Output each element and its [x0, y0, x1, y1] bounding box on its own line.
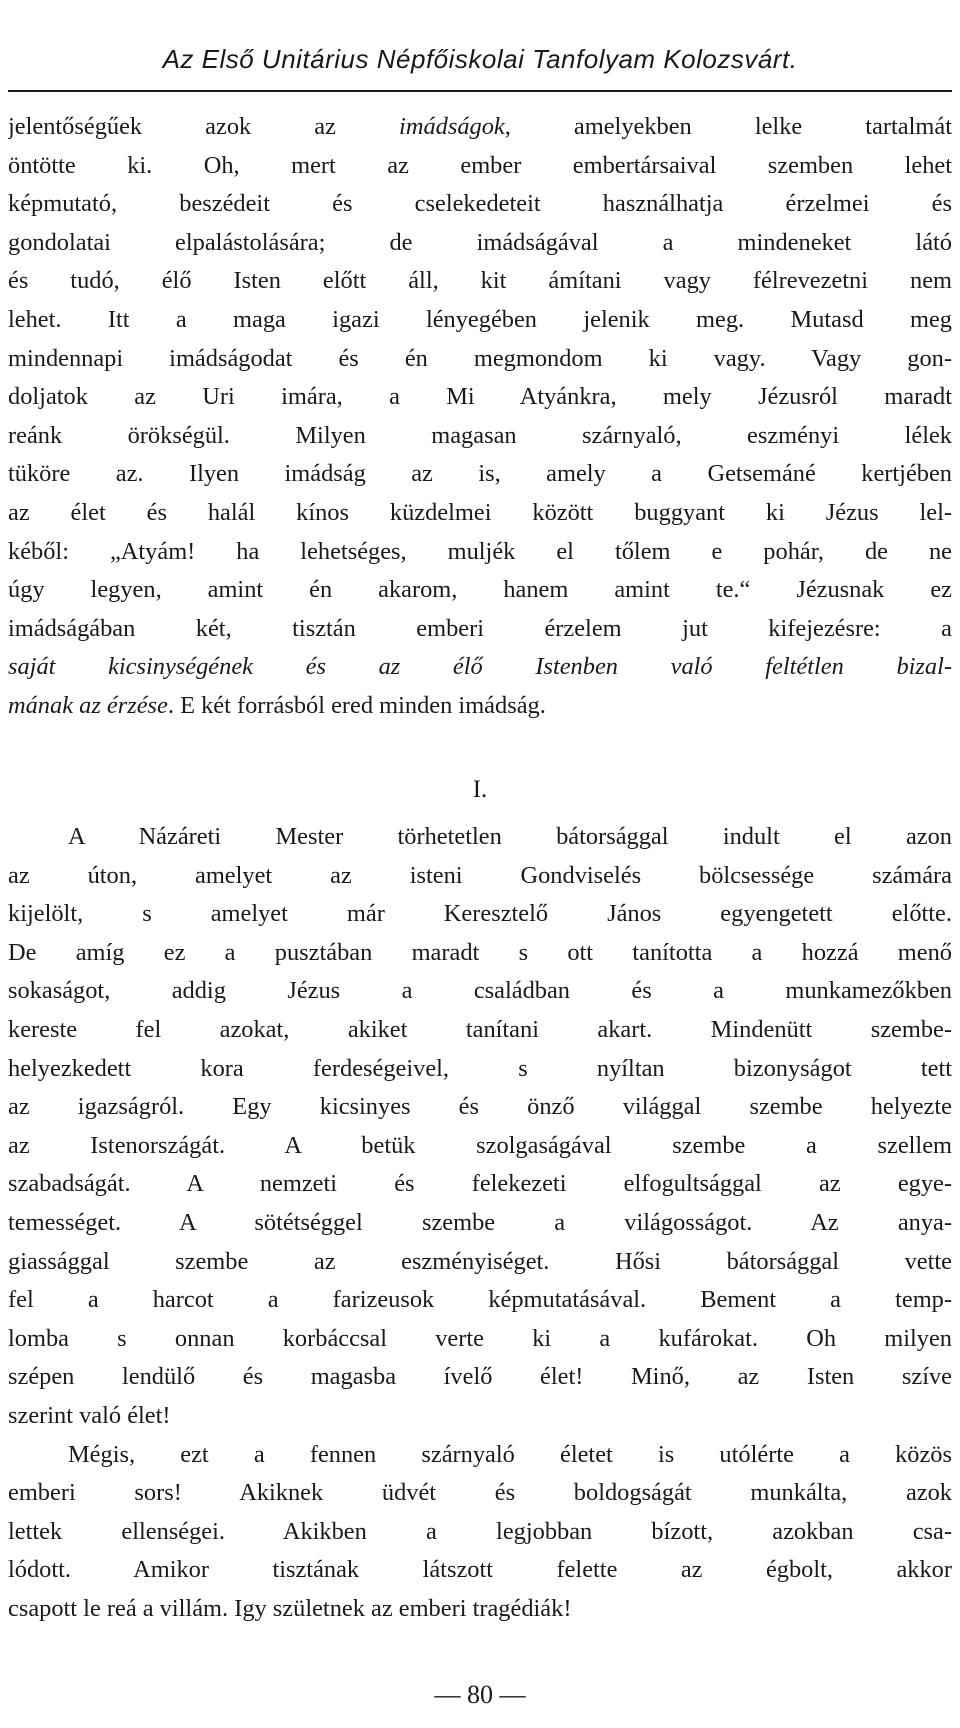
text-line: [8, 301, 952, 340]
text-line: lódott. Amikor tisztának látszott felette az égbolt, akkor: [8, 1556, 952, 1584]
page-number: — 80 —: [434, 1680, 526, 1709]
text-line: [8, 417, 952, 456]
text-line: az úton, amelyet az isteni Gondviselés bölcsessége számára: [8, 861, 952, 889]
text-run: imádságában két, tisztán emberi érzelem jut kifejezésre: a: [8, 614, 952, 642]
text-line: [8, 571, 952, 610]
paragraph-1: [8, 108, 952, 726]
running-header: Az Első Unitárius Népfőiskolai Tanfolyam Kolozsvárt.: [162, 44, 798, 74]
text-line: az Istenországát. A betük szolgaságával szembe a szellem: [8, 1131, 952, 1159]
text-line: [8, 533, 952, 572]
text-run: mindennapi imádságodat és én megmondom ki vagy. Vagy gon-: [8, 344, 952, 372]
text-line: giassággal szembe az eszményiséget. Hősi bátorsággal vette: [8, 1247, 952, 1275]
text-run: az élet és halál kínos küzdelmei között buggyant ki Jézus lel-: [8, 498, 952, 526]
text-line: temességet. A sötétséggel szembe a világosságot. Az anya-: [8, 1208, 952, 1236]
text-line: [8, 648, 952, 687]
text-line: [8, 262, 952, 301]
text-run: képmutató, beszédeit és cselekedeteit használhatja érzelmei és: [8, 190, 952, 218]
italic-run: saját kicsinységének és az élő Istenben való feltétlen bizal-: [8, 653, 952, 681]
section-numeral: I.: [472, 776, 488, 803]
text-line: [8, 340, 952, 379]
text-line: kereste fel azokat, akiket tanítani akart. Mindenütt szembe-: [8, 1015, 952, 1043]
italic-run: imádságok: [399, 113, 505, 140]
text-line: szabadságát. A nemzeti és felekezeti elfogultsággal az egye-: [8, 1170, 952, 1198]
text-line: [8, 108, 952, 147]
text-run: úgy legyen, amint én akarom, hanem amint te.“ Jézusnak ez: [8, 576, 952, 604]
text-line: csapott le reá a villám. Igy születnek az emberi tragédiák!: [8, 1594, 572, 1622]
text-run: doljatok az Uri imára, a Mi Atyánkra, mely Jézusról maradt: [8, 383, 952, 411]
text-line: fel a harcot a farizeusok képmutatásával. Bement a temp-: [8, 1286, 952, 1314]
text-line: lettek ellenségei. Akikben a legjobban bízott, azokban csa-: [8, 1517, 952, 1545]
text-run: . E két forrásból ered minden imádság.: [167, 691, 546, 719]
text-run: jelentőségűek azok az: [8, 113, 400, 140]
text-run: kéből: „Atyám! ha lehetséges, muljék el tőlem e pohár, de ne: [8, 537, 952, 565]
text-line: sokaságot, addig Jézus a családban és a munkamezőkben: [8, 977, 952, 1005]
text-run: tüköre az. Ilyen imádság az is, amely a Getsemáné kertjében: [8, 460, 952, 488]
text-run: gondolatai elpalástolására; de imádságával a mindeneket látó: [8, 228, 952, 256]
paragraphs-2-3: [8, 818, 952, 1628]
text-line: [8, 494, 952, 533]
italic-run: mának az érzése: [8, 691, 168, 719]
text-line: az igazságról. Egy kicsinyes és önző világgal szembe helyezte: [8, 1093, 952, 1121]
text-line: [8, 687, 952, 726]
text-line: A Názáreti Mester törhetetlen bátorsággal indult el azon: [68, 823, 952, 850]
text-line: kijelölt, s amelyet már Keresztelő János egyengetett előtte.: [8, 900, 952, 928]
text-line: lomba s onnan korbáccsal verte ki a kufárokat. Oh milyen: [8, 1324, 952, 1352]
text-line: Mégis, ezt a fennen szárnyaló életet is utólérte a közös: [68, 1440, 952, 1468]
text-run: és tudó, élő Isten előtt áll, kit ámítani vagy félrevezetni nem: [8, 267, 952, 295]
text-line: szerint való élet!: [8, 1401, 171, 1429]
text-line: [8, 455, 952, 494]
text-run: lehet. Itt a maga igazi lényegében jelenik meg. Mutasd meg: [8, 305, 952, 333]
text-line: helyezkedett kora ferdeségeivel, s nyíltan bizonyságot tett: [8, 1054, 952, 1082]
text-line: De amíg ez a pusztában maradt s ott tanította a hozzá menő: [8, 938, 952, 966]
text-run: reánk örökségül. Milyen magasan szárnyaló, eszményi lélek: [8, 421, 952, 449]
text-run: öntötte ki. Oh, mert az ember embertársaival szemben lehet: [8, 151, 952, 179]
text-line: szépen lendülő és magasba ívelő élet! Minő, az Isten szíve: [8, 1363, 952, 1391]
text-line: [8, 378, 952, 417]
header-rule: [8, 90, 952, 92]
text-run: , amelyekben lelke tartalmát: [504, 113, 952, 140]
text-line: emberi sors! Akiknek üdvét és boldogságát munkálta, azok: [8, 1479, 952, 1507]
text-line: [8, 185, 952, 224]
text-line: [8, 224, 952, 263]
text-line: [8, 610, 952, 649]
text-line: [8, 147, 952, 186]
